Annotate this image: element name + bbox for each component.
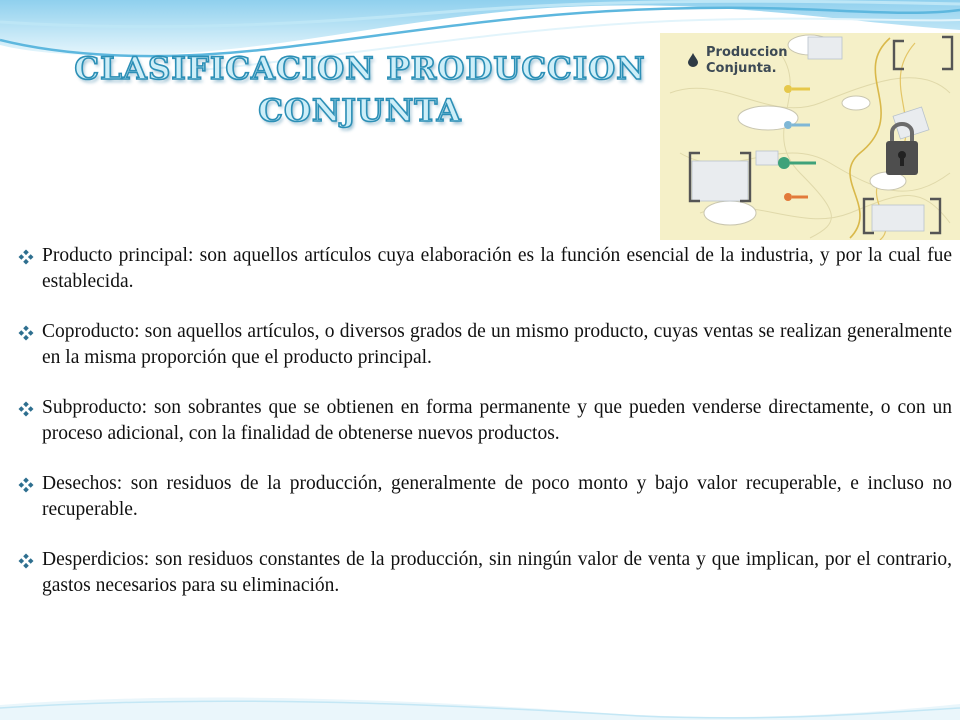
ink-drop-icon <box>688 53 698 67</box>
definition-item-subproducto <box>18 395 952 447</box>
thumbnail-title-line-1: Produccion <box>706 45 788 60</box>
definition-text: Producto principal: son aquellos artículos cuya elaboración es la función esencial de la industria, y por la cual fue establecida. <box>42 245 952 292</box>
diamond-quad-bullet-icon <box>18 401 34 417</box>
definition-item-desechos <box>18 471 952 523</box>
diamond-quad-bullet-icon <box>18 553 34 569</box>
definition-text: Desechos: son residuos de la producción, generalmente de poco monto y bajo valor recuperable, e incluso no recuperable. <box>42 473 952 520</box>
definition-text: Coproducto: son aquellos artículos, o diversos grados de un mismo producto, cuyas ventas se realizan generalmente en la misma proporción que el producto principal. <box>42 321 952 368</box>
thumbnail-title <box>706 45 788 77</box>
slide-title <box>60 48 660 132</box>
diamond-quad-bullet-icon <box>18 477 34 493</box>
slide-title-line-2: CONJUNTA <box>258 93 462 129</box>
prezi-thumbnail-image <box>660 33 960 240</box>
thumbnail-drawing <box>660 33 960 240</box>
definition-text: Subproducto: son sobrantes que se obtienen en forma permanente y que pueden venderse directamente, o con un proceso adicional, con la finalidad de obtenerse nuevos productos. <box>42 397 952 444</box>
definition-text: Desperdicios: son residuos constantes de la producción, sin ningún valor de venta y que implican, por el contrario, gastos necesarios para su eliminación. <box>42 549 952 596</box>
diamond-quad-bullet-icon <box>18 249 34 265</box>
definition-item-coproducto <box>18 319 952 371</box>
thumbnail-title-line-2: Conjunta. <box>706 61 777 76</box>
slide-title-line-1: CLASIFICACION PRODUCCION <box>74 51 646 87</box>
definition-item-desperdicios <box>18 547 952 599</box>
definition-list <box>18 243 952 623</box>
diamond-quad-bullet-icon <box>18 325 34 341</box>
definition-item-producto-principal <box>18 243 952 295</box>
